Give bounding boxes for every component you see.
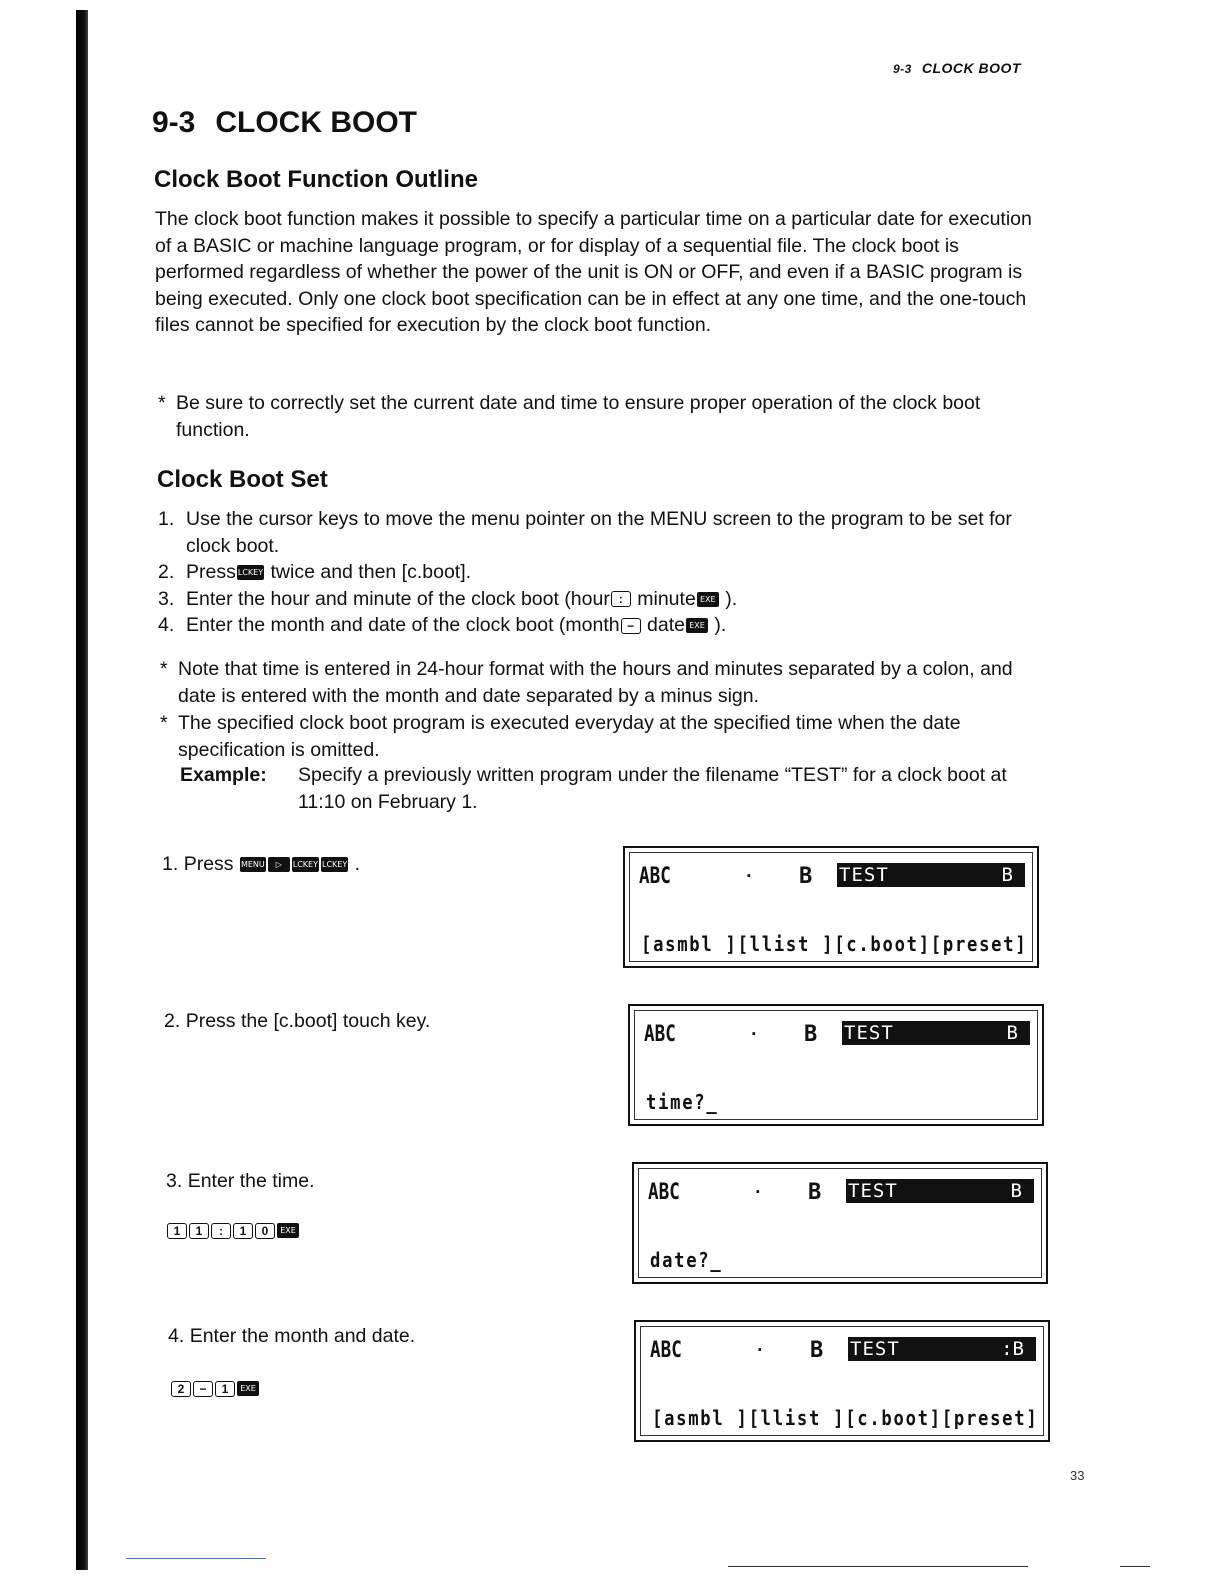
- digit-1-key-icon: 1: [233, 1223, 253, 1239]
- lcd-filename: TEST: [839, 864, 889, 886]
- procedure-step-1: [162, 851, 360, 877]
- lckey-key-icon: LCKEY: [321, 857, 348, 872]
- step-number: 3.: [166, 1170, 183, 1192]
- lcd-status-row: [648, 1178, 1036, 1206]
- step-text: Press: [186, 561, 236, 583]
- lcd-menu-pointer: [846, 1179, 1034, 1203]
- lcd-menu-pointer: [837, 863, 1025, 887]
- menu-key-icon: MENU: [240, 857, 266, 872]
- outline-note: [158, 390, 1043, 444]
- digit-1-key-icon: 1: [215, 1381, 235, 1397]
- example-block: [180, 762, 1050, 816]
- step-text: Enter the hour and minute of the clock boot (hour: [186, 587, 610, 610]
- step-number: 2.: [158, 561, 175, 583]
- step-number: 3.: [158, 587, 175, 610]
- note-star: *: [160, 712, 168, 734]
- step-text: ).: [719, 587, 738, 610]
- outline-paragraph: The clock boot function makes it possible to specify a particular time on a particular date for execution of a BASIC or machine language program, or for display of a sequential file. The clock boot is performed regardless of whether the power of the unit is ON or OFF, and even if a BASIC program is being executed. Only one clock boot specification can be in effect at any one time, and the one-touch files cannot be specified for execution by the clock boot function.: [155, 208, 1032, 336]
- set-steps-list: [158, 506, 1048, 639]
- lcd-dot: .: [744, 862, 754, 881]
- lcd-filename: TEST: [850, 1338, 900, 1360]
- page-binding-edge: [76, 10, 88, 1570]
- lcd-filename: TEST: [848, 1180, 898, 1202]
- set-step: [158, 559, 1048, 586]
- exe-key-icon: EXE: [277, 1223, 299, 1238]
- step-text: Press: [183, 853, 234, 875]
- right-arrow-key-icon: ▷: [268, 857, 290, 872]
- lcd-dot: .: [753, 1178, 763, 1197]
- lcd-mode: ABC: [648, 1180, 680, 1205]
- set-note: [160, 710, 1045, 764]
- lcd-display-4: [634, 1320, 1050, 1442]
- note-star: *: [160, 658, 168, 680]
- lckey-key-icon: LCKEY: [237, 565, 264, 580]
- exe-key-icon: EXE: [697, 592, 719, 607]
- digit-1-key-icon: 1: [167, 1223, 187, 1239]
- step-text: Enter the month and date.: [189, 1325, 416, 1347]
- lcd-dot: .: [755, 1336, 765, 1355]
- digit-2-key-icon: 2: [171, 1381, 191, 1397]
- colon-key-icon: :: [611, 591, 631, 607]
- lcd-file-type: B: [1010, 1180, 1022, 1202]
- note-text: Be sure to correctly set the current date and time to ensure proper operation of the clock boot function.: [176, 392, 981, 441]
- lcd-menu-pointer: [848, 1337, 1036, 1361]
- digit-0-key-icon: 0: [255, 1223, 275, 1239]
- footer-rule-edge: [1120, 1566, 1150, 1567]
- lcd-function-keys-row: [asmbl ][llist ][c.boot][preset]: [641, 932, 1028, 956]
- step-text: Use the cursor keys to move the menu pointer on the MENU screen to the program to be set for clock boot.: [186, 508, 1012, 557]
- page-title-number: 9-3: [152, 106, 196, 139]
- step-text: .: [354, 853, 361, 875]
- digit-1-key-icon: 1: [189, 1223, 209, 1239]
- page-title-text: CLOCK BOOT: [215, 106, 418, 139]
- time-key-sequence: [166, 1222, 300, 1240]
- lcd-mode: ABC: [644, 1022, 676, 1047]
- minus-key-icon: −: [193, 1381, 213, 1397]
- lcd-prompt-row: date?_: [650, 1248, 723, 1272]
- lcd-area-indicator: B: [804, 1022, 818, 1047]
- running-header: [893, 60, 1021, 76]
- lcd-mode: ABC: [639, 864, 671, 889]
- procedure-step-2: [164, 1008, 430, 1034]
- lcd-display-2: [628, 1004, 1044, 1126]
- step-text: Enter the month and date of the clock boot (month: [186, 614, 620, 636]
- page-title: [152, 106, 417, 140]
- step-text: date: [641, 614, 685, 636]
- lcd-status-row: [644, 1020, 1032, 1048]
- footer-rule-right: [728, 1566, 1028, 1567]
- outline-heading: Clock Boot Function Outline: [154, 166, 478, 193]
- colon-key-icon: :: [211, 1223, 231, 1239]
- note-text: Note that time is entered in 24-hour format with the hours and minutes separated by a colon, and date is entered with the month and date separated by a minus sign.: [178, 658, 1013, 707]
- step-text: Press the [c.boot] touch key.: [185, 1010, 431, 1032]
- step-number: 4.: [168, 1325, 185, 1347]
- set-heading: Clock Boot Set: [157, 466, 328, 493]
- running-header-number: 9-3: [893, 62, 912, 76]
- lcd-display-3: [632, 1162, 1048, 1284]
- note-text: The specified clock boot program is executed everyday at the specified time when the date specification is omitted.: [178, 712, 961, 761]
- step-text: twice and then [c.boot].: [265, 561, 472, 583]
- lcd-area-indicator: B: [799, 864, 813, 889]
- running-header-title: CLOCK BOOT: [921, 60, 1021, 76]
- step-number: 4.: [158, 614, 175, 636]
- lcd-prompt-row: time?_: [646, 1090, 719, 1114]
- note-star: *: [158, 392, 166, 414]
- lcd-mode: ABC: [650, 1338, 682, 1363]
- example-label: Example:: [180, 764, 267, 786]
- lcd-area-indicator: B: [808, 1180, 822, 1205]
- procedure-step-3: [166, 1168, 315, 1194]
- lcd-display-1: [623, 846, 1039, 968]
- set-step: [158, 612, 1048, 639]
- lcd-status-row: [650, 1336, 1038, 1364]
- lcd-dot: .: [749, 1020, 759, 1039]
- step-text: Enter the time.: [187, 1170, 315, 1192]
- exe-key-icon: EXE: [686, 618, 708, 633]
- example-text: Specify a previously written program under the filename “TEST” for a clock boot at 11:10 on February 1.: [298, 764, 1007, 813]
- set-step: [158, 506, 1048, 559]
- lcd-status-row: [639, 862, 1027, 890]
- step-number: 1.: [158, 508, 175, 530]
- lckey-key-icon: LCKEY: [292, 857, 319, 872]
- footer-rule-left: [126, 1558, 266, 1559]
- date-key-sequence: [170, 1380, 260, 1398]
- step-text: ).: [708, 614, 727, 636]
- lcd-file-type: B: [1001, 864, 1013, 886]
- step-number: 2.: [164, 1010, 181, 1032]
- step-number: 1.: [162, 853, 179, 875]
- procedure-step-4: [168, 1323, 415, 1349]
- lcd-area-indicator: B: [810, 1338, 824, 1363]
- lcd-file-type: :B: [1001, 1338, 1024, 1360]
- lcd-filename: TEST: [844, 1022, 894, 1044]
- set-step: [158, 586, 1048, 613]
- set-note: [160, 656, 1045, 710]
- exe-key-icon: EXE: [237, 1381, 259, 1396]
- step-text: minute: [631, 587, 696, 610]
- page-number: 33: [1070, 1468, 1085, 1483]
- lcd-function-keys-row: [asmbl ][llist ][c.boot][preset]: [652, 1406, 1039, 1430]
- minus-key-icon: −: [621, 618, 641, 634]
- lcd-file-type: B: [1006, 1022, 1018, 1044]
- lcd-menu-pointer: [842, 1021, 1030, 1045]
